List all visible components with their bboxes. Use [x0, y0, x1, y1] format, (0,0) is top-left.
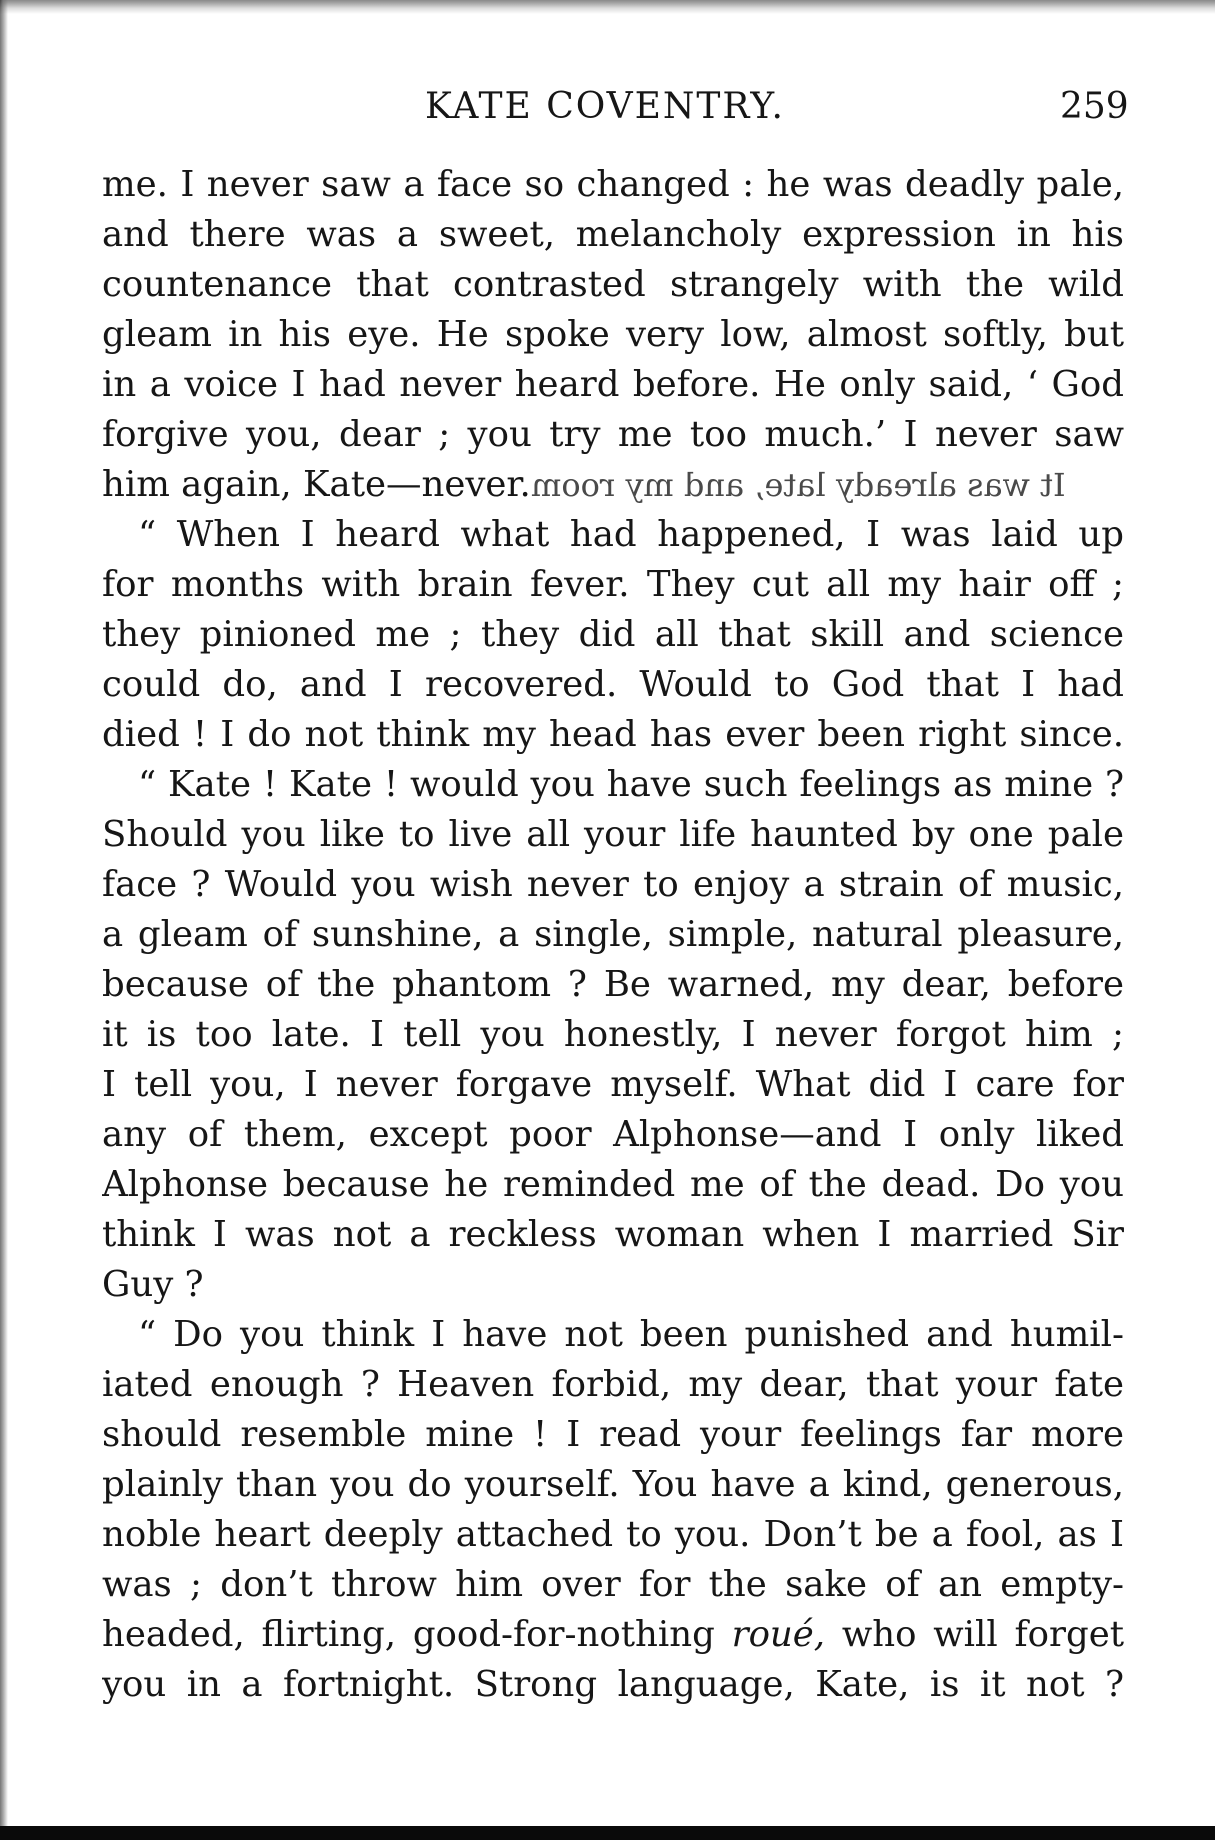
text-line: Alphonse because he reminded me of the dead. Do you: [102, 1164, 1124, 1205]
text-line: because of the phantom ? Be warned, my dear, before: [102, 964, 1124, 1005]
text-line-with-italic: [102, 1610, 1124, 1660]
scan-bottom-edge: [0, 1826, 1215, 1840]
text-line: Should you like to live all your life haunted by one pale: [102, 814, 1124, 855]
page-number: 259: [1060, 86, 1129, 127]
text-line: face ? Would you wish never to enjoy a strain of music,: [102, 864, 1124, 905]
text-line: me. I never saw a face so changed : he was deadly pale,: [102, 164, 1124, 205]
text-line: gleam in his eye. He spoke very low, almost softly, but: [102, 314, 1124, 355]
italic-word: roué,: [731, 1614, 826, 1655]
text-line: they pinioned me ; they did all that skill and science: [102, 614, 1124, 655]
paragraph-start-line: “ When I heard what had happened, I was laid up: [138, 514, 1124, 555]
text-line: think I was not a reckless woman when I married Sir: [102, 1214, 1124, 1255]
paragraph-start-line: “ Do you think I have not been punished and humil-: [138, 1314, 1124, 1355]
paragraph-end-line: Guy ?: [102, 1264, 204, 1305]
text-fragment: him again, Kate—never.: [102, 464, 531, 505]
text-line: a gleam of sunshine, a single, simple, natural pleasure,: [102, 914, 1124, 955]
text-line: for months with brain fever. They cut all my hair off ;: [102, 564, 1124, 605]
text-line: countenance that contrasted strangely with the wild: [102, 264, 1124, 305]
text-line: it is too late. I tell you honestly, I never forgot him ;: [102, 1014, 1124, 1055]
text-fragment: who will forget: [841, 1614, 1124, 1655]
text-fragment: headed, flirting, good-for-nothing: [102, 1614, 715, 1655]
running-title: KATE COVENTRY.: [425, 86, 785, 127]
text-line: died ! I do not think my head has ever been right since.: [102, 714, 1124, 755]
show-through-text: It was already late, and my room: [530, 466, 1066, 504]
text-line-with-show-through: [102, 460, 1124, 510]
text-line: you in a fortnight. Strong language, Kate, is it not ?: [102, 1664, 1124, 1705]
text-line: iated enough ? Heaven forbid, my dear, that your fate: [102, 1364, 1124, 1405]
body-text: [102, 160, 1124, 1710]
text-line: I tell you, I never forgave myself. What did I care for: [102, 1064, 1124, 1105]
text-line: and there was a sweet, melancholy expression in his: [102, 214, 1124, 255]
text-line: could do, and I recovered. Would to God that I had: [102, 664, 1124, 705]
text-line: plainly than you do yourself. You have a kind, generous,: [102, 1464, 1124, 1505]
paragraph-start-line: “ Kate ! Kate ! would you have such feelings as mine ?: [138, 764, 1124, 805]
text-line: any of them, except poor Alphonse—and I only liked: [102, 1114, 1124, 1155]
text-line: should resemble mine ! I read your feelings far more: [102, 1414, 1124, 1455]
running-head: [0, 84, 1215, 130]
text-line: in a voice I had never heard before. He only said, ‘ God: [102, 364, 1124, 405]
text-line: forgive you, dear ; you try me too much.’ I never saw: [102, 414, 1124, 455]
text-line: noble heart deeply attached to you. Don’t be a fool, as I: [102, 1514, 1124, 1555]
text-line: was ; don’t throw him over for the sake of an empty-: [102, 1564, 1124, 1605]
